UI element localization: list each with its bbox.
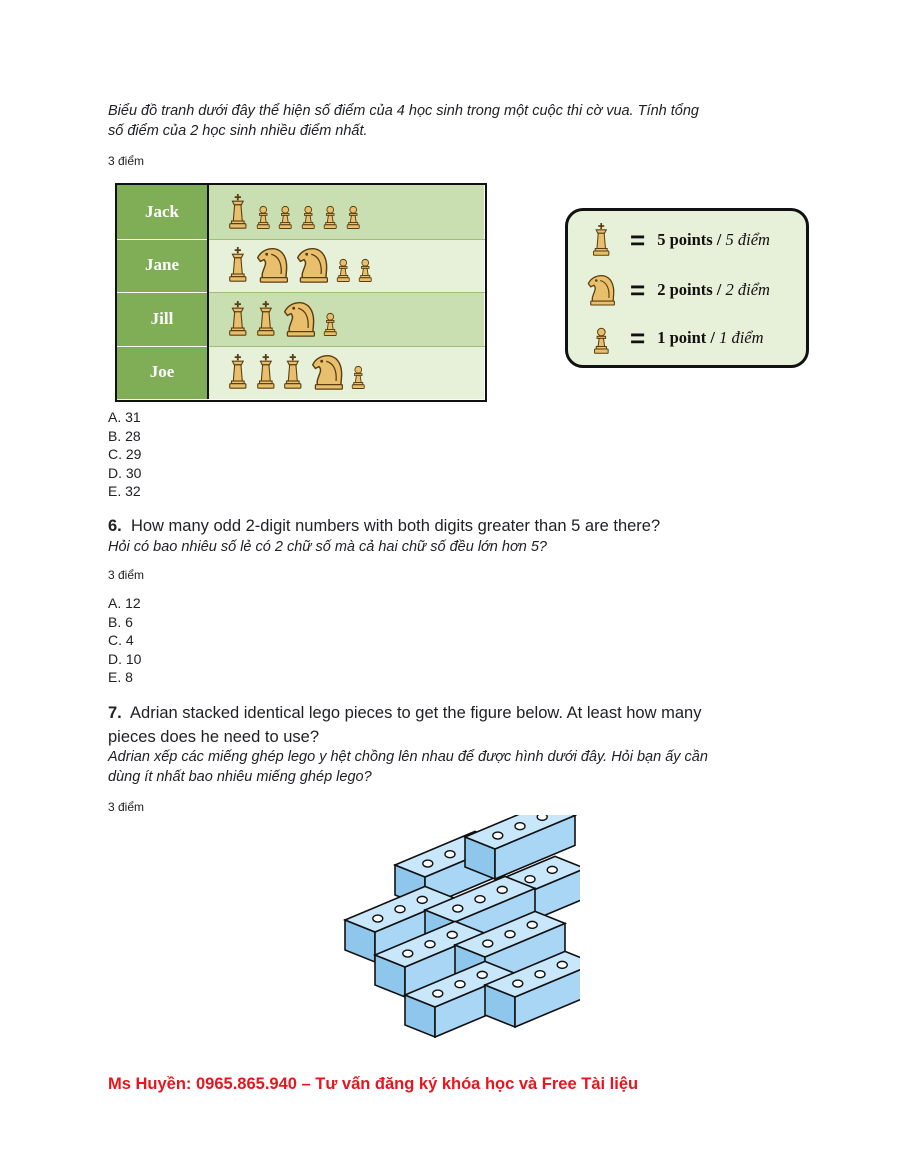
king-piece-icon [255,354,277,390]
option-c[interactable]: C. 29 [108,446,142,462]
q7-text-vi-line1: Adrian xếp các miếng ghép lego y hệt chồng lên nhau để được hình dưới đây. Hỏi bạn ấy cần [108,749,708,765]
chess-pictograph [115,183,487,402]
knight-piece-icon [295,247,329,283]
pawn-piece-icon [345,200,362,230]
row-divider [209,239,485,240]
q7-text-en-line1 [108,702,701,724]
pictograph-legend [565,208,809,368]
q7-text-vi-line2: dùng ít nhất bao nhiêu miếng ghép lego? [108,769,372,785]
option-a[interactable]: A. 12 [108,595,141,611]
king-piece-icon [227,301,249,337]
legend-label-en: 5 points / [657,230,726,249]
legend-label-knight [657,280,770,300]
legend-equals: = [630,275,646,305]
pawn-piece-icon [322,200,339,230]
pawn-piece-icon [350,360,367,390]
legend-label-vi: 5 điểm [725,230,770,249]
pawn-piece-icon [586,321,616,355]
knight-piece-icon [586,271,616,309]
legend-row-king [586,223,770,257]
name-divider [117,292,207,293]
king-piece-icon [227,247,249,283]
row-divider [209,346,485,347]
legend-equals: = [630,225,646,255]
q6-text-vi: Hỏi có bao nhiêu số lẻ có 2 chữ số mà cả hai chữ số đều lớn hơn 5? [108,539,547,555]
option-a[interactable]: A. 31 [108,409,141,425]
q7-number: 7. [108,704,122,722]
legend-label-en: 1 point / [657,328,720,347]
pawn-piece-icon [357,253,374,283]
knight-piece-icon [310,354,344,390]
q5-points: 3 điểm [108,154,145,168]
knight-piece-icon [282,301,316,337]
legend-row-pawn [586,321,764,355]
q6-text-en-body: How many odd 2-digit numbers with both digits greater than 5 are there? [130,517,661,535]
footer-contact: Ms Huyền: 0965.865.940 – Tư vấn đăng ký khóa học và Free Tài liệu [108,1075,639,1093]
legend-row-knight [586,271,770,309]
pawn-piece-icon [277,200,294,230]
king-piece-icon [227,194,249,230]
king-piece-icon [282,354,304,390]
pictograph-row-jane [117,239,484,293]
legend-label-king [657,230,770,250]
q6-text-en [108,515,660,537]
student-name: Jack [117,185,209,239]
option-d[interactable]: D. 10 [108,650,142,667]
pictograph-row-joe [117,346,484,400]
student-name: Joe [117,346,209,400]
lego-stack-figure [330,815,580,1050]
legend-label-pawn [657,328,763,348]
name-divider [117,239,207,240]
legend-label-vi: 2 điểm [725,280,770,299]
piece-cells [209,239,484,293]
king-piece-icon [255,301,277,337]
king-piece-icon [227,354,249,390]
legend-equals: = [630,323,646,353]
option-d[interactable]: D. 30 [108,464,142,481]
q7-text-en-body: Adrian stacked identical lego pieces to get the figure below. At least how many [130,704,702,722]
pictograph-row-jack [117,185,484,239]
pawn-piece-icon [335,253,352,283]
legend-label-en: 2 points / [657,280,726,299]
row-divider [209,292,485,293]
student-name: Jane [117,239,209,293]
pictograph-row-jill [117,292,484,346]
option-e[interactable]: E. 32 [108,483,141,499]
king-piece-icon [586,223,616,257]
pawn-piece-icon [255,200,272,230]
name-divider [117,346,207,347]
option-e[interactable]: E. 8 [108,669,133,685]
q5-text-line1: Biểu đồ tranh dưới đây thể hiện số điểm của 4 học sinh trong một cuộc thi cờ vua. Tính tổng [108,103,699,119]
legend-label-vi: 1 điểm [719,328,764,347]
knight-piece-icon [255,247,289,283]
option-c[interactable]: C. 4 [108,632,134,648]
q6-number: 6. [108,517,122,535]
pawn-piece-icon [300,200,317,230]
q6-options [108,594,141,687]
student-name: Jill [117,292,209,346]
q6-points: 3 điểm [108,568,145,582]
option-b[interactable]: B. 28 [108,427,141,444]
piece-cells [209,185,484,239]
q5-options [108,408,141,501]
q7-text-en-line2: pieces does he need to use? [108,728,319,746]
q5-text-line2: số điểm của 2 học sinh nhiều điểm nhất. [108,123,368,139]
pawn-piece-icon [322,307,339,337]
q7-points: 3 điểm [108,800,145,814]
piece-cells [209,292,484,346]
piece-cells [209,346,484,400]
option-b[interactable]: B. 6 [108,613,133,630]
